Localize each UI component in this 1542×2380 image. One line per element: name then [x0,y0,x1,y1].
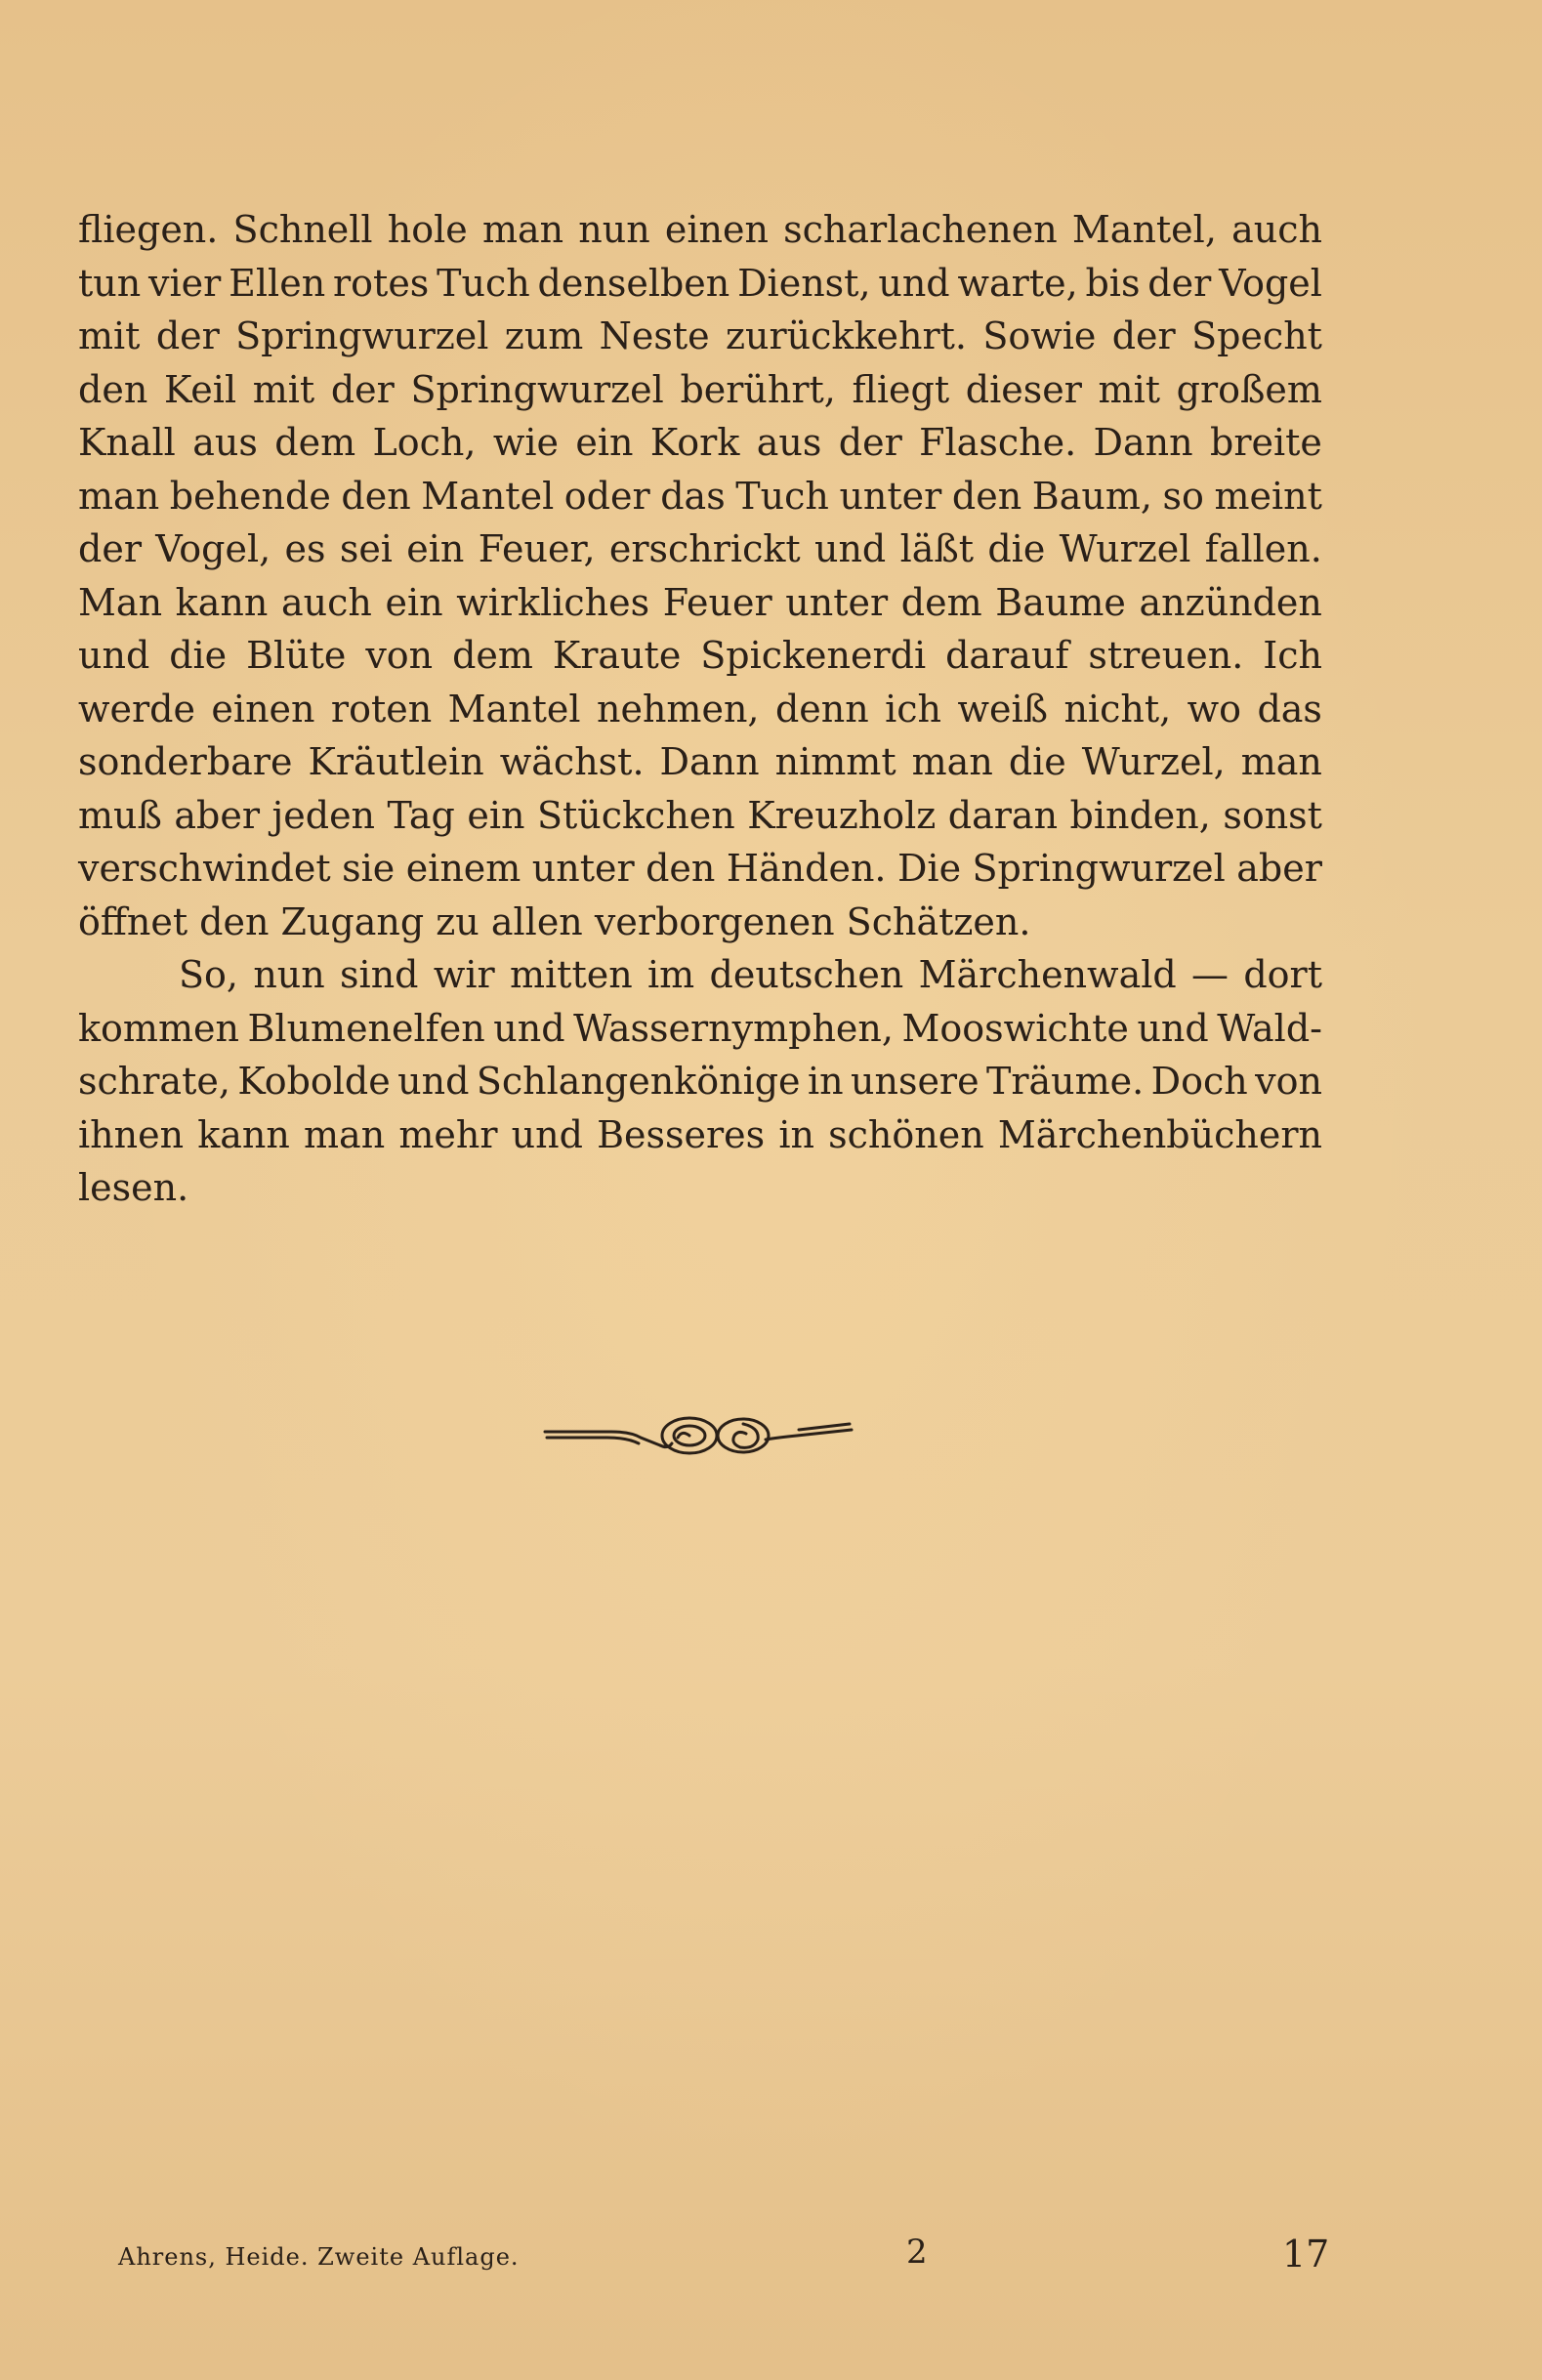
word: fallen. [1204,527,1322,570]
word: nun [578,208,650,251]
word: man [911,740,993,783]
word: das [660,474,726,518]
word: und [511,1112,583,1156]
word: Baume [995,580,1126,624]
text-line [78,416,1322,470]
word: ihnen [78,1112,185,1156]
word: den [341,474,411,518]
word: deutschen [709,953,904,996]
word: meint [1214,474,1322,518]
word: und [493,1006,565,1050]
word: Loch, [372,421,477,464]
word: Neste [599,314,710,357]
word: man [1240,740,1322,783]
word: der [155,314,220,357]
word: dem [900,580,982,624]
word: Blüte [246,634,347,677]
word: und [813,527,887,570]
word: Mantel, [1071,208,1217,251]
word: sie [342,847,396,890]
sheet-number: 2 [906,2233,928,2272]
word: daran [947,793,1059,837]
word: wo [1187,687,1242,731]
word: Stückchen [536,793,735,837]
word: wir [433,953,495,996]
word: einem [405,847,521,890]
word: breite [1210,421,1322,464]
word: ich [885,687,942,731]
word: der [1147,261,1212,305]
word: den [646,847,716,890]
word: es [284,527,326,570]
word: Wassernymphen, [573,1006,894,1050]
word: Mantel [447,687,581,731]
word: zum [504,314,584,357]
word: rotes [333,261,430,305]
word: die [1008,740,1066,783]
word: Wald- [1217,1006,1322,1050]
word: anzünden [1139,580,1322,624]
word: hole [387,208,468,251]
word: Springwurzel [235,314,489,357]
word: Springwurzel [972,847,1226,890]
word: fliegt [852,367,950,411]
word: wie [492,421,560,464]
word: in [778,1112,814,1156]
word: man [481,208,564,251]
word: kann [175,580,269,624]
word: großem [1176,367,1322,411]
word: roten [330,687,433,731]
text-line [78,310,1322,363]
word: Vogel [1219,261,1322,305]
word: Sowie [982,314,1097,357]
text-line [78,1055,1322,1108]
word: darauf [945,634,1069,677]
word: so [1162,474,1204,518]
word: den [78,367,148,411]
word: aus [756,421,822,464]
word: nimmt [774,740,896,783]
word: dieser [965,367,1082,411]
word: Die [896,847,962,890]
word: binden, [1069,793,1211,837]
word: ein [467,793,525,837]
text-line [78,948,1322,1002]
word: scharlachenen [783,208,1058,251]
word: und [878,261,950,305]
word: man [304,1112,386,1156]
word: — [1191,953,1229,996]
word: im [647,953,695,996]
word: unter [839,474,942,518]
text-line [78,683,1322,736]
word: streuen. [1088,634,1244,677]
word: Träume. [986,1060,1145,1103]
word: in [807,1060,844,1103]
word: der [78,527,142,570]
word: die [987,527,1046,570]
word: nicht, [1063,687,1172,731]
word: mit [1098,367,1160,411]
word: Kork [649,421,740,464]
text-line [78,363,1322,417]
word: Specht [1191,314,1322,357]
word: Händen. [726,847,887,890]
word: aber [174,793,260,837]
word: dort [1243,953,1322,996]
word: mitten [509,953,633,996]
text-line: öffnet den Zugang zu allen verborgenen Schätzen. [78,899,1031,943]
word: Man [78,580,163,624]
word: nun [253,953,325,996]
word: berührt, [680,367,836,411]
text-line [78,842,1322,896]
word: Schlangenkönige [476,1060,801,1103]
word: Kräutlein [308,740,484,783]
word: Mantel [421,474,555,518]
word: Ellen [229,261,326,305]
word: Baum, [1031,474,1152,518]
word: Vogel, [155,527,271,570]
word: Kraute [552,634,682,677]
text-line [78,629,1322,683]
word: schönen [828,1112,984,1156]
word: mit [252,367,315,411]
word: der [838,421,902,464]
text-line [78,470,1322,523]
decorative-flourish-icon [543,1410,854,1459]
word: warte, [957,261,1078,305]
text-line [78,1002,1322,1056]
word: Schnell [232,208,373,251]
word: werde [78,687,195,731]
word: unsere [851,1060,979,1103]
word: erschrickt [608,527,801,570]
word: Tuch [735,474,829,518]
word: der [330,367,395,411]
text-line [78,1108,1322,1162]
text-line [78,735,1322,789]
word: Keil [163,367,237,411]
word: Dann [659,740,760,783]
word: dem [274,421,356,464]
word: der [1111,314,1176,357]
word: aus [192,421,258,464]
word: Blumenelfen [247,1006,485,1050]
word: Tuch [437,261,530,305]
word: einen [211,687,315,731]
word: man [78,474,160,518]
word: vier [148,261,222,305]
word: denn [774,687,869,731]
word: kommen [78,1006,239,1050]
word: Kreuzholz [747,793,937,837]
word: Feuer, [478,527,596,570]
word: Wurzel [1059,527,1191,570]
word: So, [179,953,238,996]
word: muß [78,793,162,837]
word: weiß [957,687,1049,731]
word: unter [531,847,635,890]
word: mehr [398,1112,498,1156]
word: und [78,634,150,677]
word: sei [339,527,393,570]
word: ein [385,580,443,624]
word: die [169,634,228,677]
word: sind [340,953,419,996]
word: nehmen, [597,687,760,731]
word: Märchenbüchern [997,1112,1322,1156]
word: auch [1231,208,1322,251]
word: schrate, [78,1060,230,1103]
body-text [78,203,1322,1215]
word: ein [575,421,634,464]
word: kann [197,1112,290,1156]
word: Flasche. [919,421,1077,464]
word: einen [664,208,769,251]
word: oder [563,474,650,518]
text-line [78,576,1322,630]
word: Feuer [662,580,772,624]
word: den [951,474,1022,518]
text-line [78,257,1322,311]
word: aber [1236,847,1322,890]
word: mit [78,314,141,357]
word: von [1255,1060,1322,1103]
word: wächst. [499,740,645,783]
page-number: 17 [1282,2233,1330,2276]
word: und [1137,1006,1209,1050]
word: Dienst, [737,261,871,305]
word: von [365,634,434,677]
word: Ich [1263,634,1322,677]
text-line: lesen. [78,1166,189,1209]
word: fliegen. [78,208,219,251]
word: dem [452,634,533,677]
word: behende [169,474,331,518]
word: Kobolde [237,1060,391,1103]
word: ein [406,527,465,570]
word: denselben [537,261,730,305]
text-line [78,522,1322,576]
word: tun [78,261,142,305]
word: läßt [899,527,975,570]
word: Knall [78,421,176,464]
word: Wurzel, [1081,740,1226,783]
text-line [78,789,1322,843]
word: Märchenwald [918,953,1177,996]
word: auch [280,580,372,624]
word: wirkliches [456,580,650,624]
word: jeden [271,793,376,837]
word: verschwindet [78,847,331,890]
word: zurückkehrt. [726,314,967,357]
word: Besseres [597,1112,766,1156]
word: und [397,1060,470,1103]
word: sonderbare [78,740,293,783]
text-line [78,203,1322,257]
word: Tag [387,793,455,837]
word: das [1257,687,1322,731]
word: Mooswichte [901,1006,1129,1050]
word: Doch [1150,1060,1248,1103]
word: sonst [1223,793,1322,837]
word: Dann [1093,421,1193,464]
word: Springwurzel [410,367,664,411]
printer-signature: Ahrens, Heide. Zweite Auflage. [118,2243,520,2271]
word: Spickenerdi [700,634,927,677]
word: bis [1085,261,1141,305]
word: unter [785,580,889,624]
